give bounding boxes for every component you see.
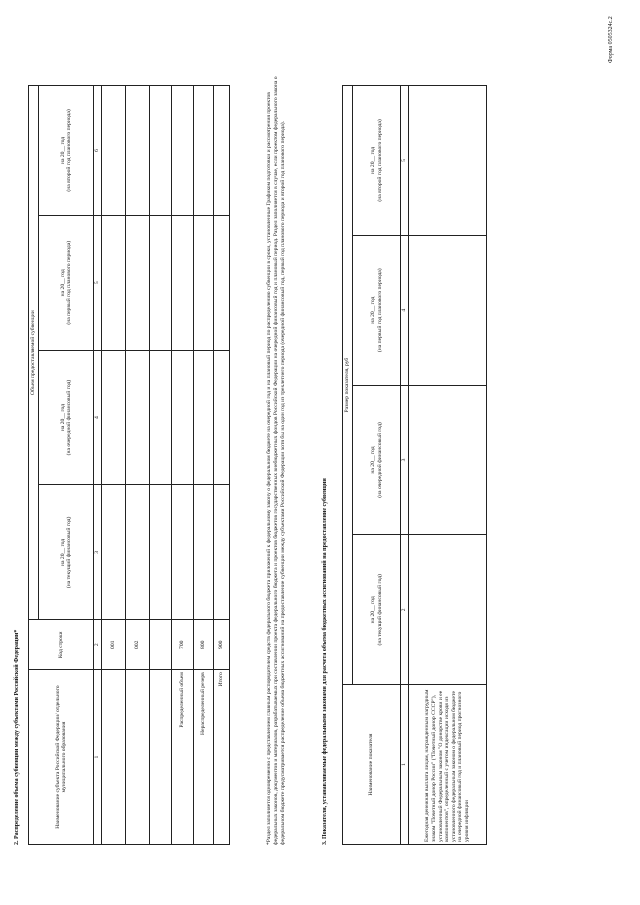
subsidy-distribution-table: [28, 85, 230, 845]
header-year-next: на 20__ год (на очередной финансовый год): [39, 350, 94, 485]
column-numbers-row: 1 2 3 4 5: [401, 86, 409, 845]
table-row: Ежегодная денежная выплата лицам, награжденным нагрудным знаком "Почетный донор России" ("Почетный донор СССР"), установленный Федеральным законом "О донорстве крови и ее компонентов", определенный с учетом индексации исходя из установленного федеральным законом о федеральном бюджете на очередной финансовый год и плановый период прогнозного уровня инфляции: [409, 86, 487, 845]
table-row: Распределенный объем 700: [172, 86, 194, 845]
header-recipient: Наименование субъекта Российской Федерации/ отдельного муниципального образования: [29, 670, 94, 845]
indicators-table: [342, 85, 487, 845]
header-year-plan2: на 20__ год (на второй год планового периода): [353, 86, 401, 236]
table-row: Итого 900: [214, 86, 230, 845]
header-year-current: на 20__ год (на текущий финансовый год): [39, 485, 94, 620]
header-volume: Объем предоставляемой субвенции: [29, 86, 39, 620]
header-indicator: Наименование показателя: [343, 685, 401, 845]
table-row: [150, 86, 172, 845]
header-year-plan1: на 20__ год (на первый год планового периода): [353, 235, 401, 385]
table-row: 001: [102, 86, 126, 845]
section-3-title: 3. Показатели, устанавливаемые федеральными законами для расчета объема бюджетных ассигнований на предоставление субвенции: [322, 478, 328, 845]
header-year-plan1: на 20__ год (на первый год планового периода): [39, 215, 94, 350]
header-year-next: на 20__ год (на очередной финансовый год): [353, 385, 401, 535]
footnote: *Раздел заполняется одновременно с представлением главным распорядителем средств федерального бюджета приложений к федеральному закону о федеральном бюджете на очередной год и на плановый период по распределению субвенции в сроки, установленные Графиком подготовки и рассмотрения проектов федеральных законов, документов и материалов, разрабатываемых при составлении проекта федерального бюджета и проектов бюджетов государственных внебюджетных фондов Российской Федерации на очередной финансовый год и плановый период. Раздел заполняется в случае, если проектом федерального закона о федеральном бюджете предусматривается распределение объема бюджетных ассигнований на предоставление субвенции между субъектами Российской Федерации хотя бы на один год из трехлетнего периода (очередной финансовый год, первый год планового периода и второй год планового периода).: [266, 76, 287, 845]
column-numbers-row: 1 2 3 4 5 6: [94, 86, 102, 845]
form-code: Форма 0505324с.2: [608, 16, 614, 63]
header-year-current: на 20__ год (на текущий финансовый год): [353, 535, 401, 685]
header-year-plan2: на 20__ год (на второй год планового периода): [39, 86, 94, 216]
section-2-title: 2. Распределение объема субвенции между субъектами Российской Федерации*: [14, 629, 20, 845]
table-row: 002: [126, 86, 150, 845]
header-row-code: Код строки: [29, 620, 94, 670]
table-row: Нераспределенный резерв 800: [194, 86, 214, 845]
header-indicator-value: Размер показателя, руб: [343, 86, 353, 685]
